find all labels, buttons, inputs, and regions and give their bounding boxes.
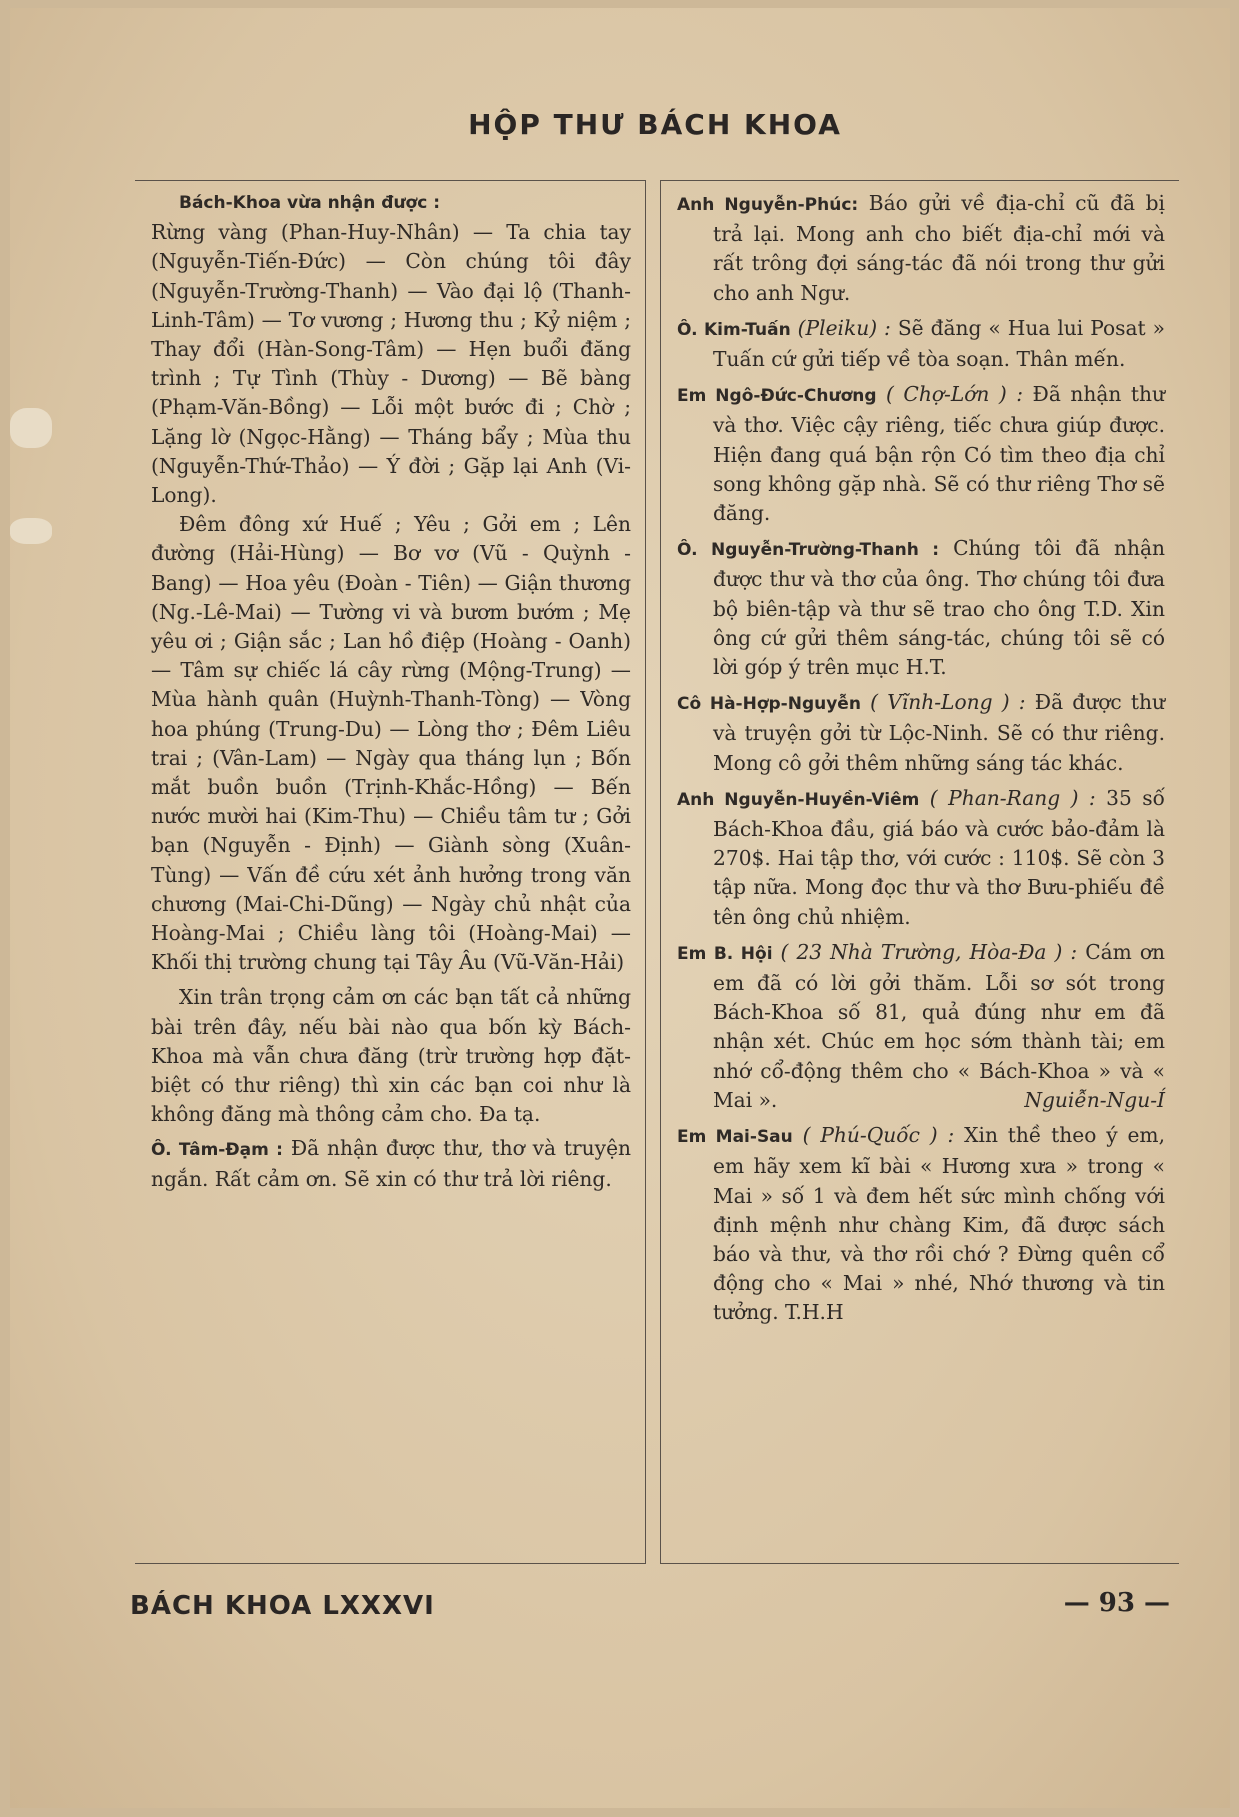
paragraph: Đêm đông xứ Huế ; Yêu ; Gởi em ; Lên đường (Hải-Hùng) — Bơ vơ (Vũ - Quỳnh - Bang) — Hoa yêu (Đoàn - Tiên) — Giận thương (Ng.-Lê-Mai) — Tường vi và bươm bướm ; Mẹ yêu ơi ; Giận sắc ; Lan hồ điệp (Hoàng - Oanh) — Tâm sự chiếc lá cây rừng (Mộng-Trung) — Mùa hành quân (Huỳnh-Thanh-Tòng) — Vòng hoa phúng (Trung-Du) — Lòng thơ ; Đêm Liêu trai ; (Vân-Lam) — Ngày qua tháng lụn ; Bốn mắt buồn buồn (Trịnh-Khắc-Hồng) — Bến nước mười hai (Kim-Thu) — Chiều tâm tư ; Gởi bạn (Nguyễn - Định) — Giành sòng (Xuân-Tùng) — Vấn đề cứu xét ảnh hưởng trong văn chương (Mai-Chi-Dũng) — Ngày chủ nhật của Hoàng-Mai ; Chiều làng tôi (Hoàng-Mai) — Khối thị trường chung tại Tây Âu (Vũ-Văn-Hải) [151, 512, 631, 975]
entry-lead: Ô. Nguyễn-Trường-Thanh : [677, 540, 940, 561]
entry-lead: Ô. Tâm-Đạm : [151, 1139, 283, 1160]
footer-magazine: BÁCH KHOA LXXXVI [130, 1591, 435, 1621]
letter-entry [677, 938, 1165, 1115]
signature: Nguiễn-Ngu-Í [1024, 1087, 1165, 1112]
page-number: — 93 — [1063, 1588, 1170, 1618]
paper-tear [10, 518, 52, 544]
letter-entry [151, 1134, 631, 1194]
right-column [660, 180, 1179, 1564]
page-title: HỘP THƯ BÁCH KHOA [468, 108, 842, 141]
entry-location: (Pleiku) : [797, 315, 891, 340]
page [10, 8, 1230, 1808]
paper-tear [10, 408, 52, 448]
entry-text: Sẽ đăng « Hua lui Posat » Tuấn cứ gửi tiếp về tòa soạn. Thân mến. [713, 315, 1165, 372]
letter-entry [677, 1121, 1165, 1327]
entry-text: Báo gửi về địa-chỉ cũ đã bị trả lại. Mong anh cho biết địa-chỉ mới và rất trông đợi sáng-tác đã nói trong thư gửi cho anh Ngư. [713, 191, 1165, 305]
entry-text: Đã được thư và truyện gởi từ Lộc-Ninh. Sẽ có thư riêng. Mong cô gởi thêm những sáng tác khác. [713, 690, 1165, 775]
entry-lead: Cô Hà-Hợp-Nguyễn [677, 694, 861, 715]
letter-entry [677, 189, 1165, 308]
entry-location: ( Phú-Quốc ) : [802, 1123, 955, 1148]
paragraph: Xin trân trọng cảm ơn các bạn tất cả những bài trên đây, nếu bài nào qua bốn kỳ Bách-Khoa mà vẫn chưa đăng (trừ trường hợp đặt-biệt có thư riêng) thì xin các bạn coi như là không đăng mà thông cảm cho. Đa tạ. [151, 985, 631, 1127]
letter-entry [677, 380, 1165, 528]
paragraph: Rừng vàng (Phan-Huy-Nhân) — Ta chia tay (Nguyễn-Tiến-Đức) — Còn chúng tôi đây (Nguyễn-Trường-Thanh) — Vào đại lộ (Thanh-Linh-Tâm) — Tơ vương ; Hương thu ; Kỷ niệm ; Thay đổi (Hàn-Song-Tâm) — Hẹn buổi đăng trình ; Tự Tình (Thùy - Dương) — Bẽ bàng (Phạm-Văn-Bồng) — Lỗi một bước đi ; Chờ ; Lặng lờ (Ngọc-Hằng) — Tháng bẩy ; Mùa thu (Nguyễn-Thứ-Thảo) — Ý đời ; Gặp lại Anh (Vi-Long). [151, 220, 631, 508]
letter-entry [677, 534, 1165, 682]
letter-entry [677, 688, 1165, 778]
entry-location: ( Vĩnh-Long ) : [870, 690, 1026, 715]
entry-location: ( Chợ-Lớn ) : [886, 382, 1024, 407]
entry-lead: Anh Nguyễn-Huyền-Viêm [677, 789, 920, 810]
intro-label: Bách-Khoa vừa nhận được : [179, 193, 441, 213]
letter-entry [677, 314, 1165, 374]
entry-lead: Em Ngô-Đức-Chương [677, 386, 877, 407]
entry-location: ( Phan-Rang ) : [929, 785, 1096, 810]
entry-location: ( 23 Nhà Trường, Hòa-Đa ) : [780, 939, 1078, 964]
entry-text: Cám ơn em đã có lời gởi thăm. Lỗi sơ sót trong Bách-Khoa số 81, quả đúng như em đã nhận xét. Chúc em học sớm thành tài; em nhớ cổ-động thêm cho « Bách-Khoa » và « Mai ». [713, 939, 1165, 1112]
left-column [135, 180, 646, 1564]
entry-lead: Em B. Hội [677, 943, 773, 964]
entry-lead: Em Mai-Sau [677, 1127, 793, 1148]
letter-entry [677, 784, 1165, 932]
entry-text: 35 số Bách-Khoa đầu, giá báo và cước bảo-đảm là 270$. Hai tập thơ, với cước : 110$. Sẽ còn 3 tập nữa. Mong đọc thư và thơ Bưu-phiếu đề tên ông chủ nhiệm. [713, 785, 1165, 929]
entry-lead: Anh Nguyễn-Phúc: [677, 195, 859, 215]
entry-text: Xin thề theo ý em, em hãy xem kĩ bài « Hương xưa » trong « Mai » số 1 và đem hết sức mình chống với định mệnh như chàng Kim, đã được sách báo và thư, và thơ rồi chớ ? Đừng quên cổ động cho « Mai » nhé, Nhớ thương và tin tưởng. T.H.H [713, 1123, 1165, 1325]
entry-text: Chúng tôi đã nhận được thư và thơ của ông. Thơ chúng tôi đưa bộ biên-tập và thư sẽ trao cho ông T.D. Xin ông cứ gửi thêm sáng-tác, chúng tôi sẽ có lời góp ý trên mục H.T. [713, 536, 1165, 680]
right-entries [677, 189, 1165, 1334]
entry-text: Đã nhận được thư, thơ và truyện ngắn. Rất cảm ơn. Sẽ xin có thư trả lời riêng. [151, 1135, 632, 1191]
entry-text: Đã nhận thư và thơ. Việc cậy riêng, tiếc chưa giúp được. Hiện đang quá bận rộn Có tìm theo địa chỉ song không gặp nhà. Sẽ có thư riêng Thơ sẽ đăng. [713, 382, 1165, 526]
entry-lead: Ô. Kim-Tuấn [677, 319, 791, 340]
